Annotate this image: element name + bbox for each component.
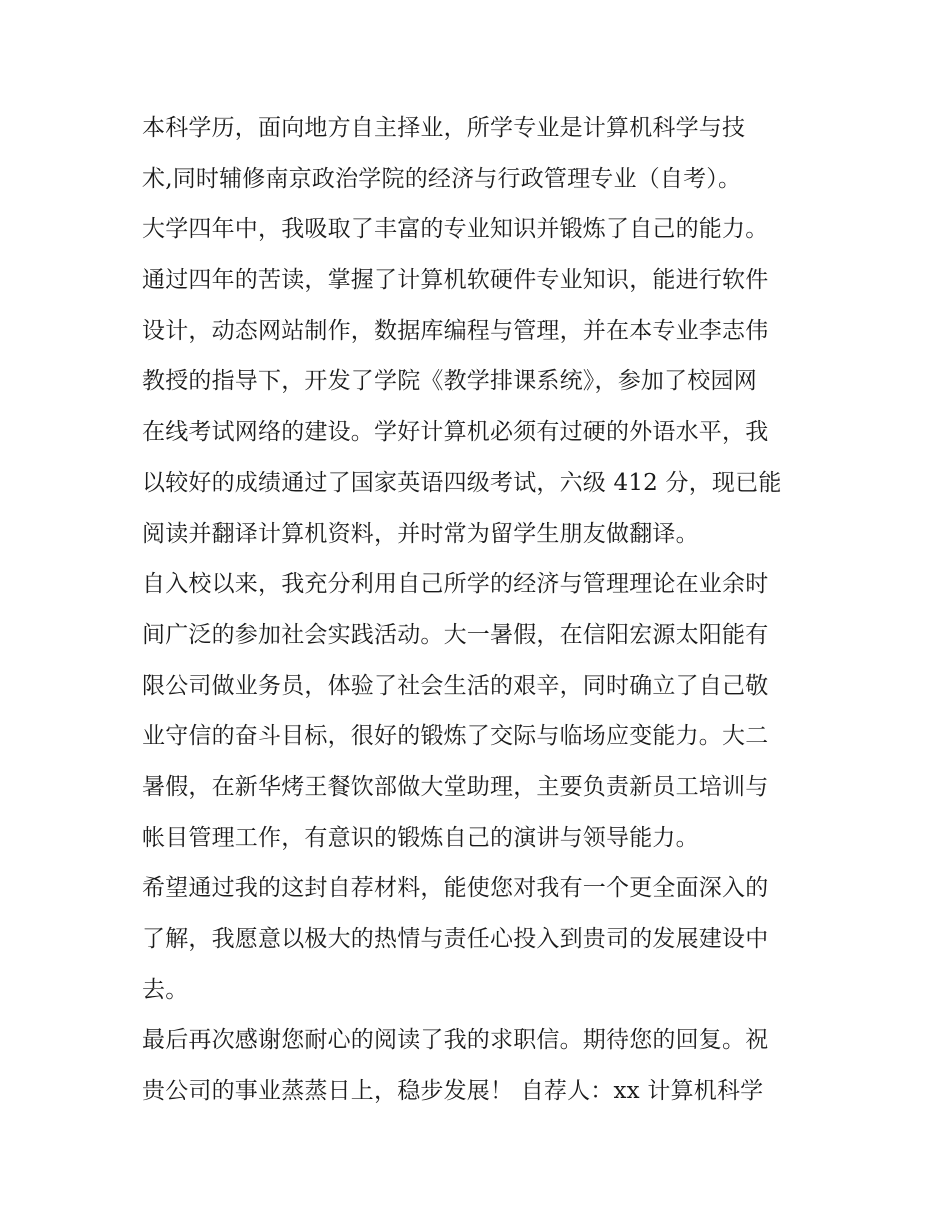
letter-body: [142, 103, 822, 1117]
text-line-10: 自入校以来，我充分利用自己所学的经济与管理理论在业余时: [142, 571, 769, 598]
text-line-7: 在线考试网络的建设。学好计算机必须有过硬的外语水平，我: [142, 419, 769, 446]
text-line-8: 以较好的成绩通过了国家英语四级考试，六级 412 分，现已能: [142, 469, 782, 496]
text-line-17: 了解，我愿意以极大的热情与责任心投入到贵司的发展建设中: [142, 926, 769, 952]
text-line-12: 限公司做业务员，体验了社会生活的艰辛，同时确立了自己敬: [142, 672, 769, 699]
text-line-2: 术,同时辅修南京政治学院的经济与行政管理专业（自考）。: [142, 165, 742, 192]
text-line-3: 大学四年中，我吸取了丰富的专业知识并锻炼了自己的能力。: [142, 216, 769, 243]
text-line-9: 阅读并翻译计算机资料，并时常为留学生朋友做翻译。: [142, 520, 699, 547]
text-line-16: 希望通过我的这封自荐材料，能使您对我有一个更全面深入的: [142, 875, 769, 902]
text-line-20: 贵公司的事业蒸蒸日上，稳步发展！ 自荐人：xx 计算机科学: [142, 1078, 764, 1105]
text-line-18: 去。: [142, 976, 189, 1003]
text-line-14: 暑假，在新华烤王餐饮部做大堂助理，主要负责新员工培训与: [142, 773, 769, 800]
text-line-15: 帐目管理工作，有意识的锻炼自己的演讲与领导能力。: [142, 824, 699, 851]
text-line-19: 最后再次感谢您耐心的阅读了我的求职信。期待您的回复。祝: [142, 1027, 769, 1054]
text-line-4: 通过四年的苦读，掌握了计算机软硬件专业知识，能进行软件: [142, 267, 769, 294]
text-line-11: 间广泛的参加社会实践活动。大一暑假，在信阳宏源太阳能有: [142, 621, 769, 648]
text-line-5: 设计，动态网站制作，数据库编程与管理，并在本专业李志伟: [142, 317, 769, 344]
text-line-1: 本科学历，面向地方自主择业，所学专业是计算机科学与技: [142, 115, 746, 141]
text-line-13: 业守信的奋斗目标，很好的锻炼了交际与临场应变能力。大二: [142, 723, 769, 750]
text-line-6: 教授的指导下，开发了学院《教学排课系统》，参加了校园网: [142, 368, 757, 395]
